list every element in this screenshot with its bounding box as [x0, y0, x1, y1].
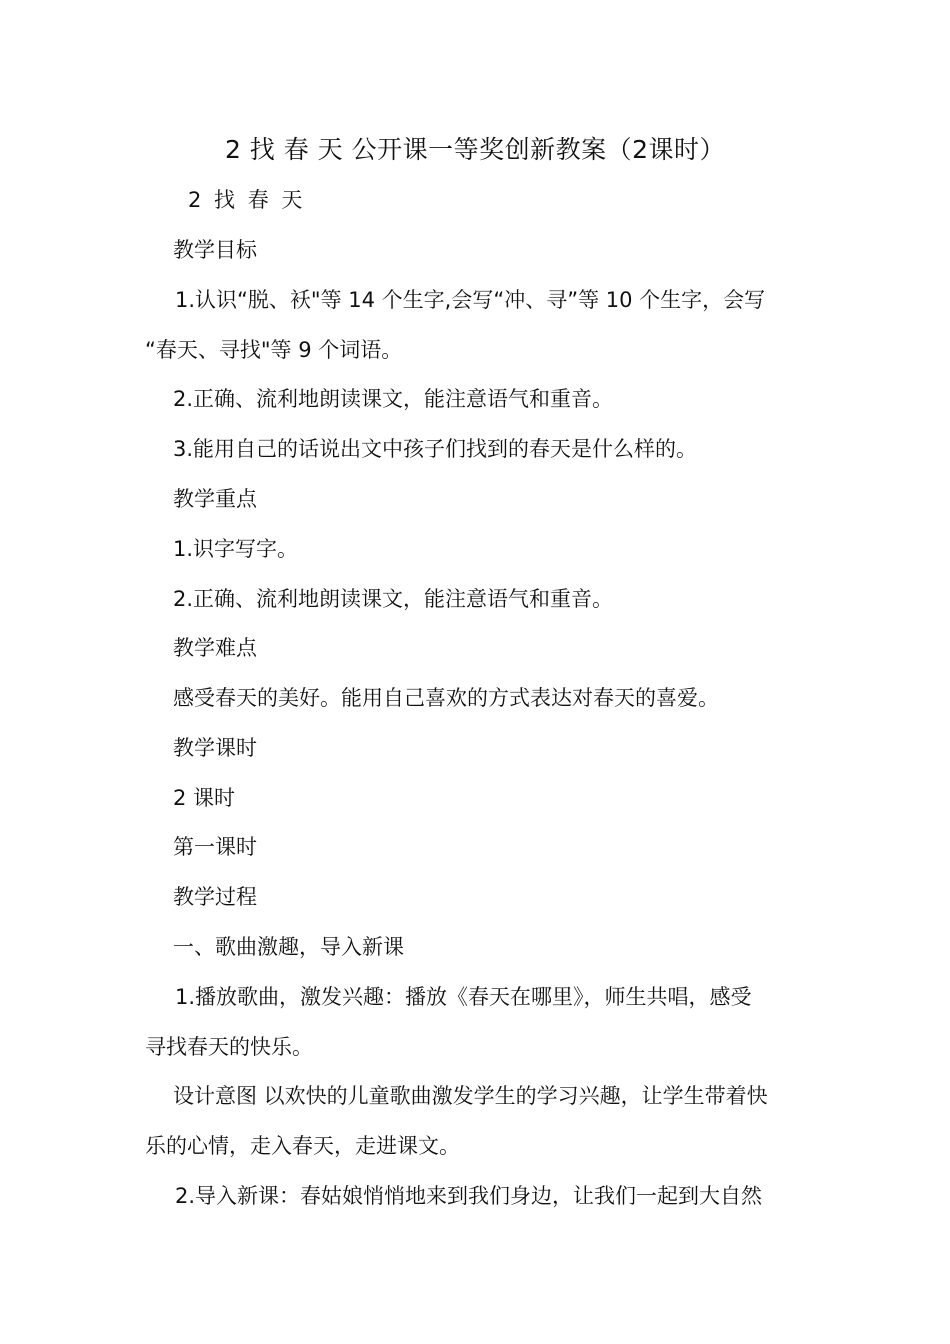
- objective-2: 2.正确、流利地朗读课文，能注意语气和重音。: [173, 387, 614, 411]
- objective-1-line-2: “春天、寻找"等 9 个词语。: [145, 338, 403, 362]
- lesson-subtitle: 2 找 春 天: [188, 188, 306, 212]
- design-intent-line-1: 设计意图 以欢快的儿童歌曲激发学生的学习兴趣，让学生带着快: [173, 1084, 768, 1108]
- objective-3: 3.能用自己的话说出文中孩子们找到的春天是什么样的。: [173, 437, 698, 461]
- step-1-line-2: 寻找春天的快乐。: [145, 1035, 313, 1059]
- key-point-2: 2.正确、流利地朗读课文，能注意语气和重音。: [173, 587, 614, 611]
- step-2-line-1: 2.导入新课：春姑娘悄悄地来到我们身边，让我们一起到大自然: [175, 1184, 763, 1208]
- heading-key-points: 教学重点: [173, 487, 257, 511]
- difficulty-text: 感受春天的美好。能用自己喜欢的方式表达对春天的喜爱。: [173, 686, 719, 710]
- class-hours-value: 2 课时: [173, 786, 236, 810]
- design-intent-line-2: 乐的心情，走入春天，走进课文。: [145, 1134, 460, 1158]
- heading-difficulties: 教学难点: [173, 636, 257, 660]
- heading-class-hours: 教学课时: [173, 736, 257, 760]
- first-lesson-heading: 第一课时: [173, 835, 257, 859]
- key-point-1: 1.识字写字。: [173, 537, 299, 561]
- section-1-heading: 一、歌曲激趣，导入新课: [173, 935, 404, 959]
- heading-process: 教学过程: [173, 885, 257, 909]
- step-1-line-1: 1.播放歌曲，激发兴趣：播放《春天在哪里》，师生共唱，感受: [175, 985, 752, 1009]
- document-title: 2 找 春 天 公开课一等奖创新教案（2课时）: [224, 135, 726, 164]
- objective-1-line-1: 1.认识“脱、袄"等 14 个生字,会写“冲、寻”等 10 个生字，会写: [175, 288, 766, 312]
- heading-objectives: 教学目标: [173, 238, 257, 262]
